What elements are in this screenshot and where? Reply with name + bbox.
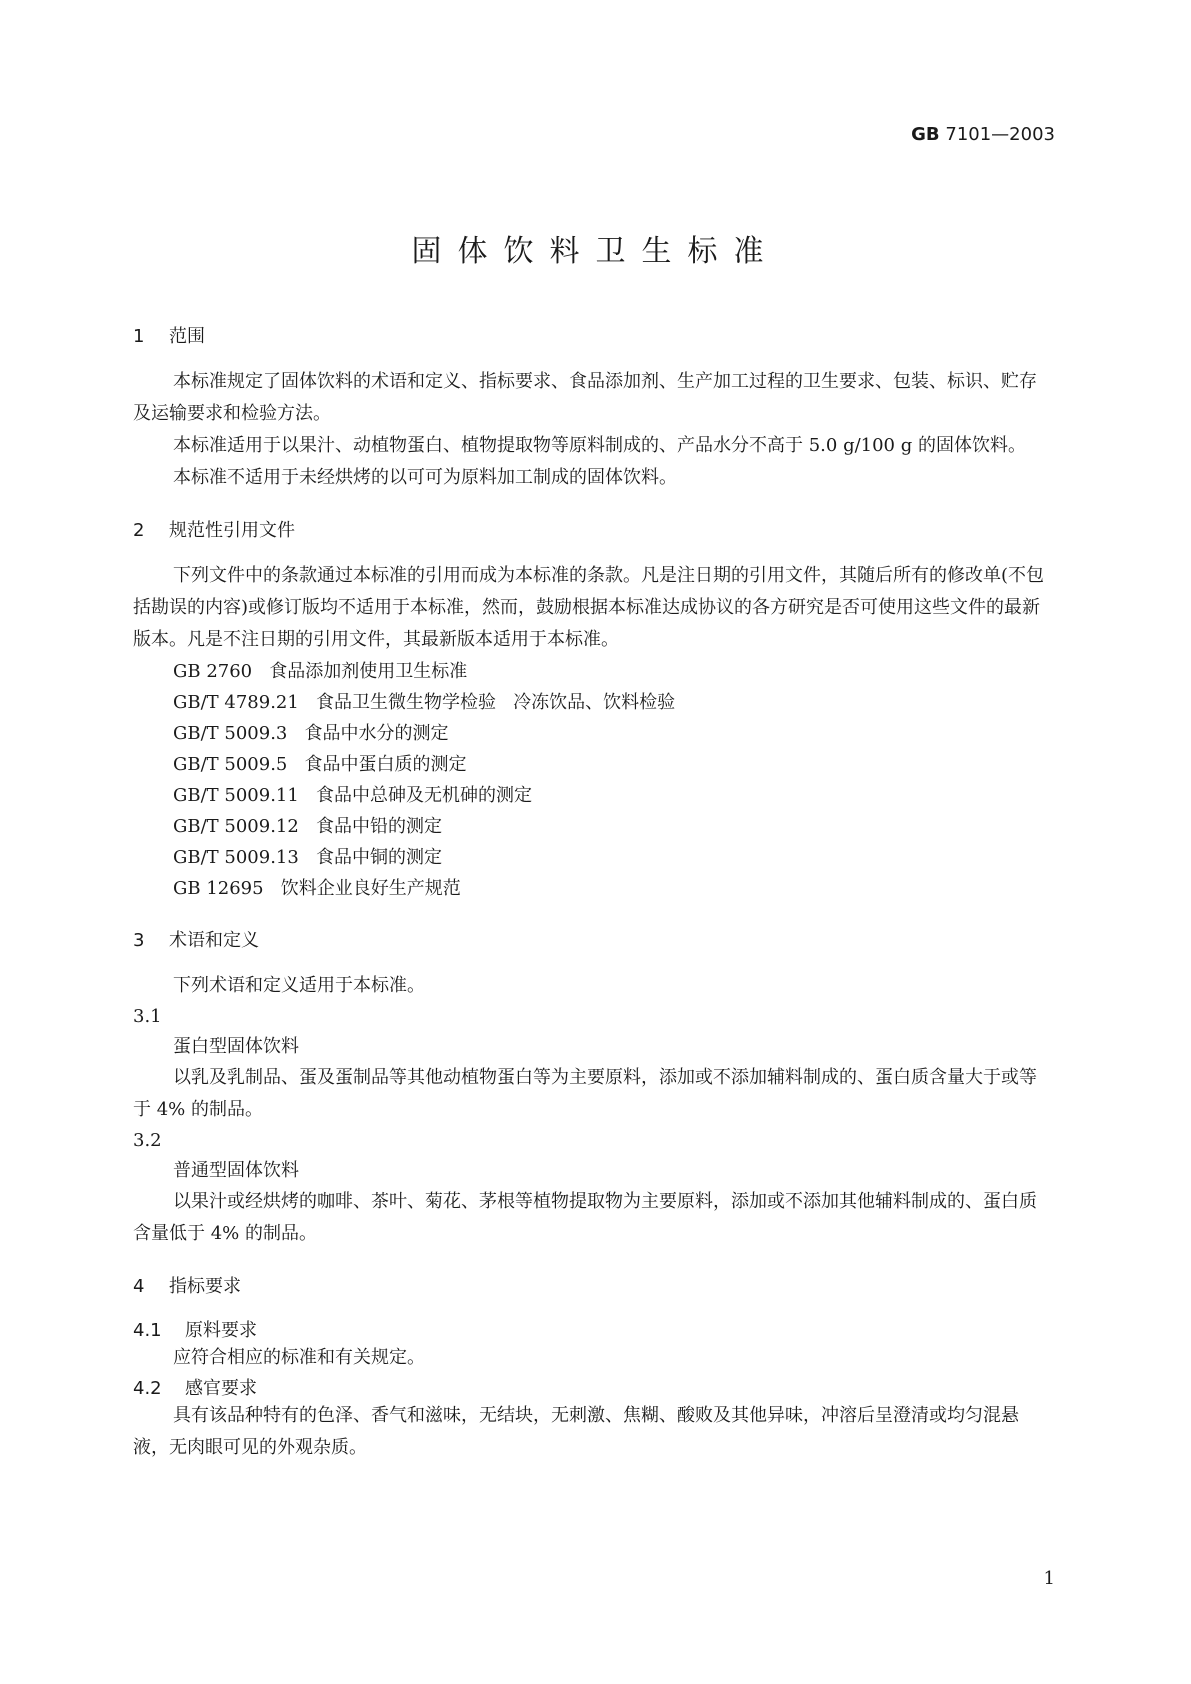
term-definition: 以果汁或经烘烤的咖啡、茶叶、菊花、茅根等植物提取物为主要原料，添加或不添加其他辅料制成的、蛋白质含量低于 4% 的制品。 xyxy=(133,1191,1037,1244)
paragraph: 下列文件中的条款通过本标准的引用而成为本标准的条款。凡是注日期的引用文件，其随后所有的修改单(不包括勘误的内容)或修订版均不适用于本标准，然而，鼓励根据本标准达成协议的各方研究是否可使用这些文件的最新版本。凡是不注日期的引用文件，其最新版本适用于本标准。 xyxy=(133,565,1045,650)
subsection-number: 4.1 xyxy=(133,1320,162,1341)
reference-item: GB/T 5009.3 食品中水分的测定 xyxy=(173,723,449,744)
page-number: 1 xyxy=(1043,1568,1055,1589)
section-number: 2 xyxy=(133,520,145,541)
reference-item: GB/T 5009.12 食品中铅的测定 xyxy=(173,816,442,837)
paragraph: 下列术语和定义适用于本标准。 xyxy=(173,975,425,996)
section-title: 范围 xyxy=(169,326,205,347)
paragraph: 具有该品种特有的色泽、香气和滋味，无结块，无刺激、焦糊、酸败及其他异味，冲溶后呈澄清或均匀混悬液，无肉眼可见的外观杂质。 xyxy=(133,1405,1019,1458)
reference-item: GB 12695 饮料企业良好生产规范 xyxy=(173,878,461,899)
subsection-4-2-heading xyxy=(133,1374,1053,1400)
subsection-4-1-heading xyxy=(133,1316,1053,1342)
section-title: 指标要求 xyxy=(169,1276,241,1297)
subsection-title: 原料要求 xyxy=(185,1320,257,1341)
section-1-heading xyxy=(133,322,1053,348)
section-number: 4 xyxy=(133,1276,145,1297)
section-number: 1 xyxy=(133,326,145,347)
standard-code-prefix: GB xyxy=(911,124,940,145)
term-definition: 以乳及乳制品、蛋及蛋制品等其他动植物蛋白等为主要原料，添加或不添加辅料制成的、蛋白质含量大于或等于 4% 的制品。 xyxy=(133,1067,1037,1120)
section-4-heading xyxy=(133,1272,1053,1298)
standard-code xyxy=(911,124,1055,145)
term-title: 蛋白型固体饮料 xyxy=(173,1036,299,1057)
section-2-heading xyxy=(133,516,1053,542)
reference-item: GB/T 5009.5 食品中蛋白质的测定 xyxy=(173,754,467,775)
section-title: 术语和定义 xyxy=(169,930,259,951)
term-title: 普通型固体饮料 xyxy=(173,1160,299,1181)
reference-item: GB/T 5009.11 食品中总砷及无机砷的测定 xyxy=(173,785,532,806)
section-3-heading xyxy=(133,926,1053,952)
section-number: 3 xyxy=(133,930,145,951)
standard-code-number: 7101—2003 xyxy=(945,124,1055,145)
reference-item: GB/T 5009.13 食品中铜的测定 xyxy=(173,847,442,868)
subsection-number: 4.2 xyxy=(133,1378,162,1399)
paragraph: 本标准适用于以果汁、动植物蛋白、植物提取物等原料制成的、产品水分不高于 5.0 g/100 g 的固体饮料。 xyxy=(173,435,1026,456)
document-body xyxy=(133,322,1053,1464)
paragraph: 本标准规定了固体饮料的术语和定义、指标要求、食品添加剂、生产加工过程的卫生要求、包装、标识、贮存及运输要求和检验方法。 xyxy=(133,371,1037,424)
subsection-title: 感官要求 xyxy=(185,1378,257,1399)
paragraph: 应符合相应的标准和有关规定。 xyxy=(173,1347,425,1368)
section-title: 规范性引用文件 xyxy=(169,520,295,541)
reference-item: GB 2760 食品添加剂使用卫生标准 xyxy=(173,661,468,682)
paragraph: 本标准不适用于未经烘烤的以可可为原料加工制成的固体饮料。 xyxy=(173,467,677,488)
term-number: 3.1 xyxy=(133,1006,162,1027)
term-number: 3.2 xyxy=(133,1130,162,1151)
document-title: 固体饮料卫生标准 xyxy=(411,234,780,269)
reference-item: GB/T 4789.21 食品卫生微生物学检验 冷冻饮品、饮料检验 xyxy=(173,692,676,713)
